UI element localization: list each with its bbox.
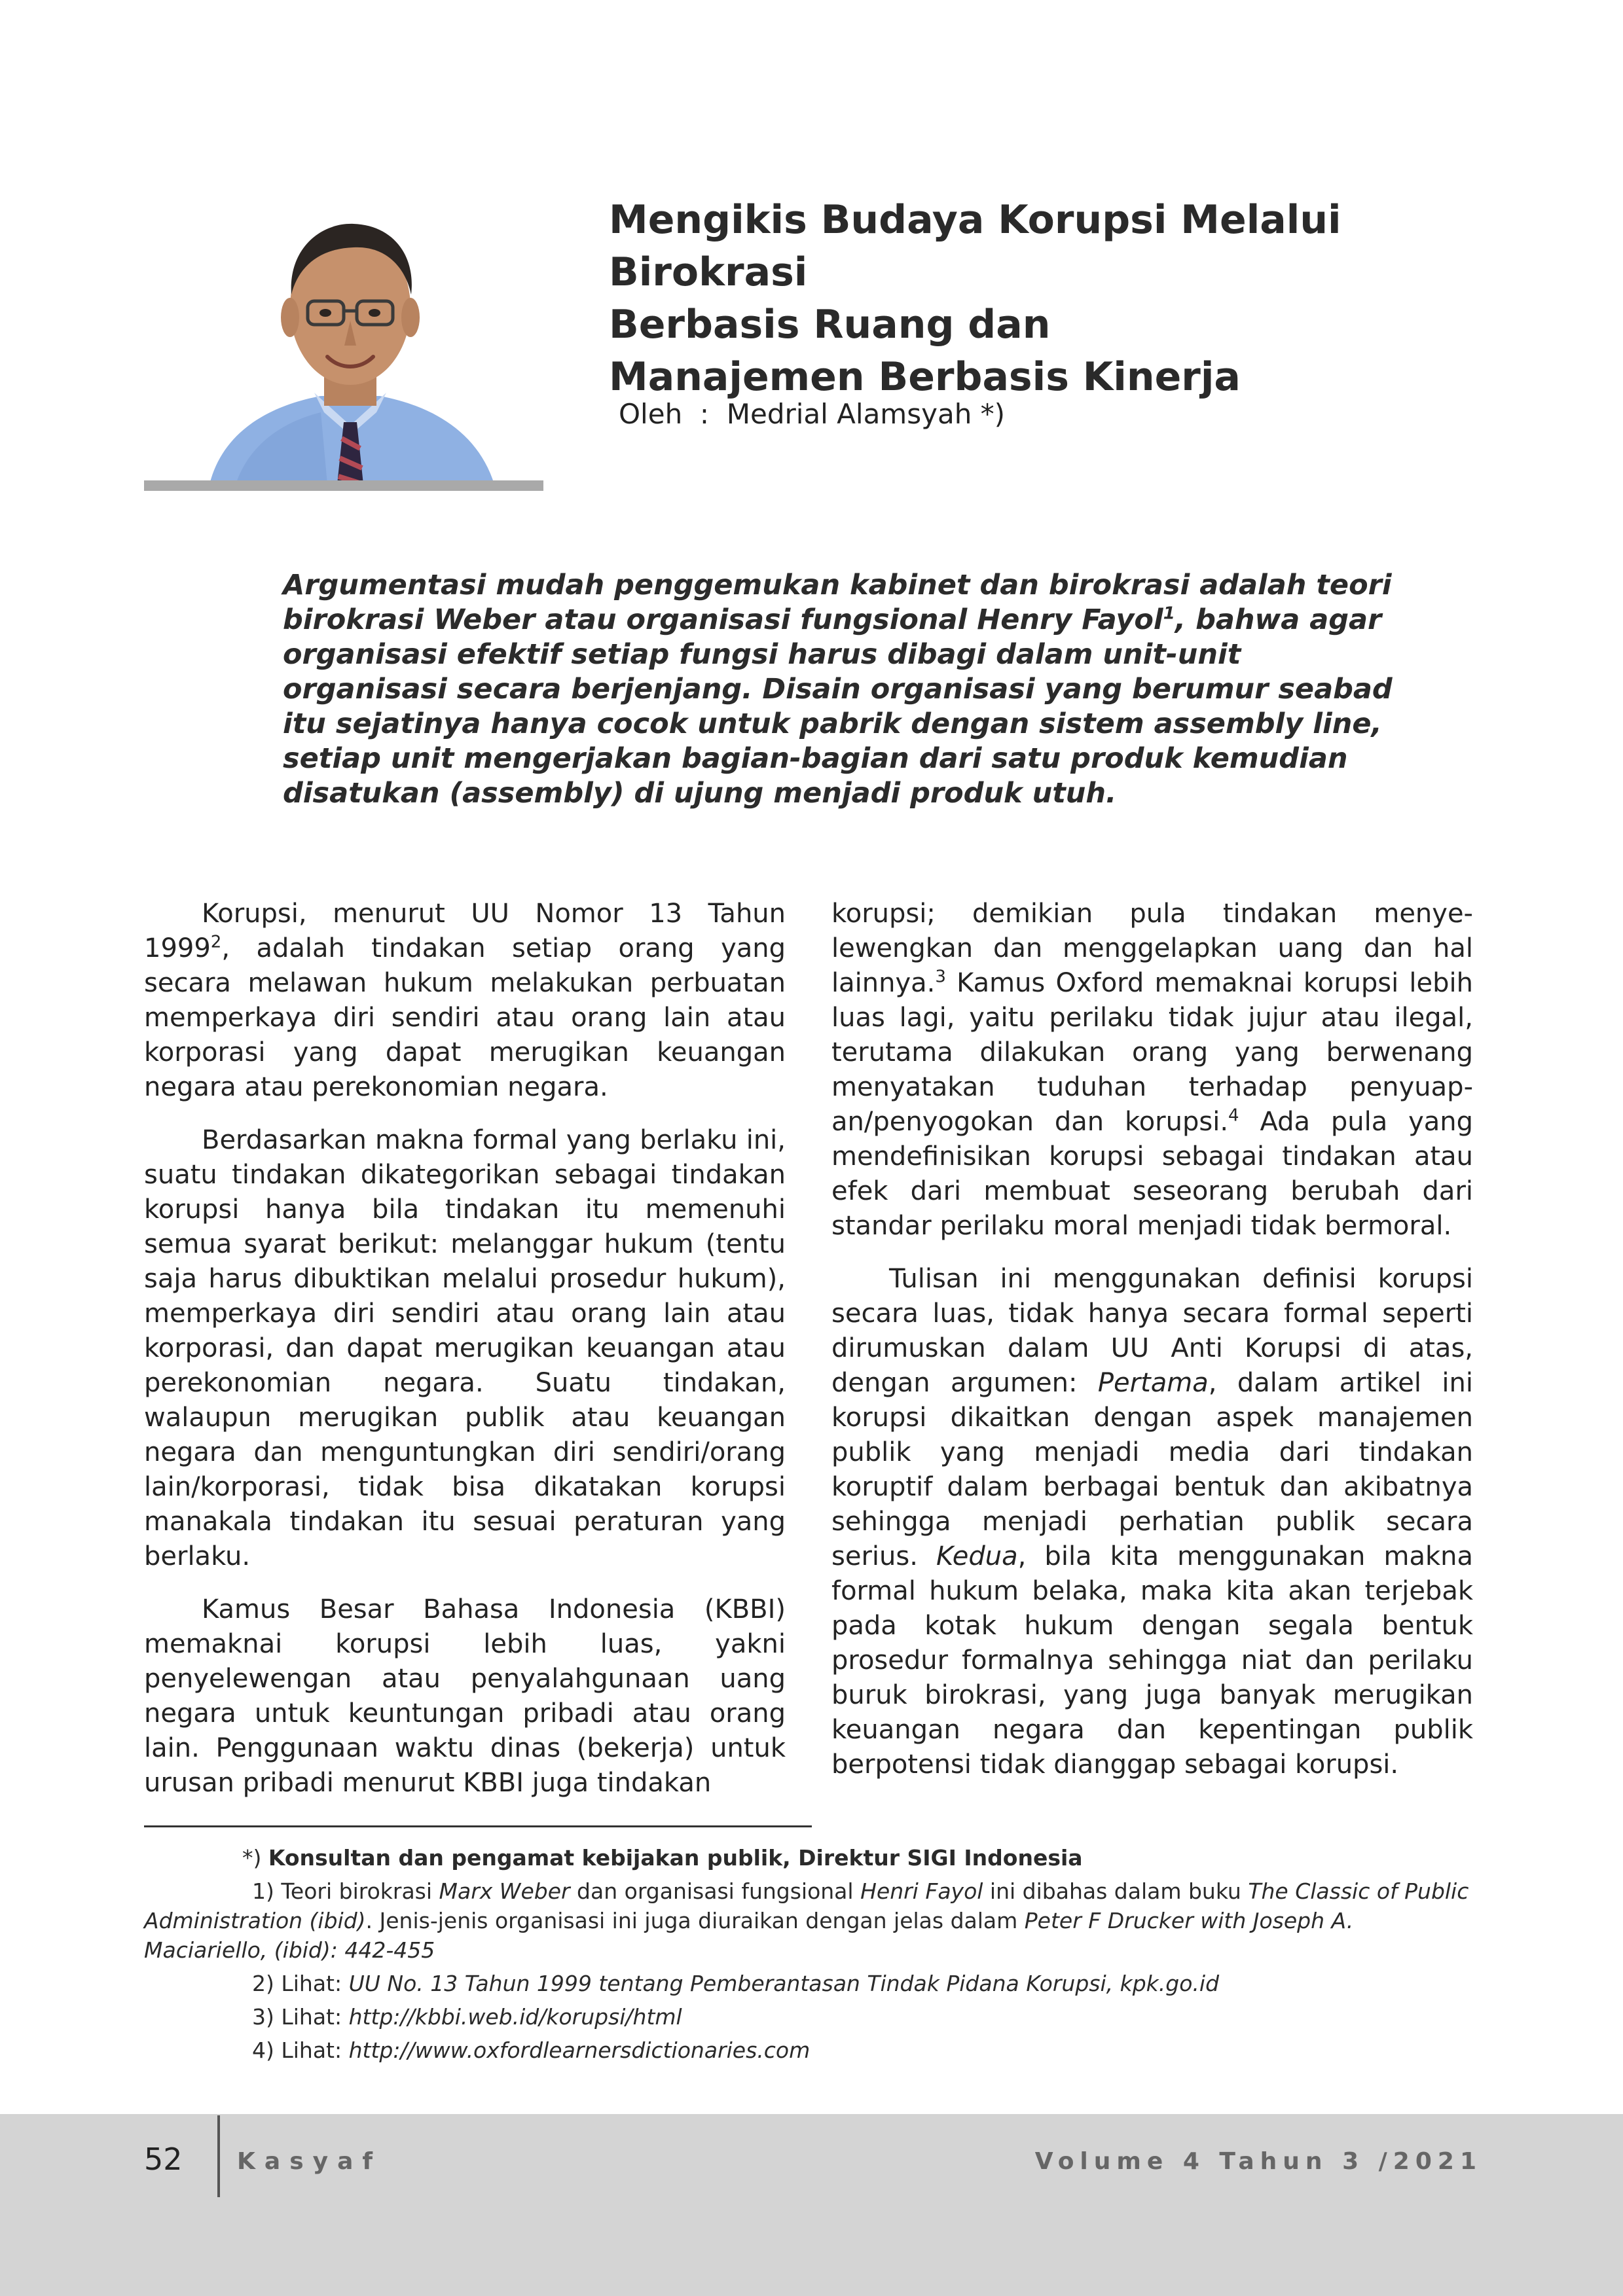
right-paragraph-2 <box>831 1262 1473 1782</box>
footnote-ref-2: 2 <box>210 932 222 952</box>
fn1-c: dan organisasi fungsional <box>570 1878 861 1904</box>
fn1-g: . Jenis-jenis organisasi ini juga diuraikan dengan jelas dalam <box>365 1908 1025 1933</box>
title-line-3: Manajemen Berbasis Kinerja <box>609 354 1241 400</box>
footnote-3 <box>144 2002 1480 2032</box>
footer-divider <box>217 2115 220 2197</box>
journal-name: Kasyaf <box>237 2148 382 2175</box>
fn1-d: Henri Fayol <box>860 1878 983 1904</box>
right-p1-text-c: Ada pula yang mendefinisikan korupsi sebagai tindakan atau efek dari membuat seseorang berubah dari standar perilaku moral menjadi tidak bermoral. <box>831 1107 1473 1241</box>
left-paragraph-2: Berdasarkan makna formal yang berlaku ini, suatu tindakan dikategorikan sebagai tindakan korupsi hanya bila tindakan itu memenuhi semua syarat berikut: melanggar hukum (tentu saja harus dibuktikan melalui prosedur hukum), memperkaya diri sendiri atau orang lain atau korporasi, dan dapat merugikan keuangan atau perekonomian negara. Suatu tindakan, walaupun merugikan publik atau keuangan negara dan menguntungkan diri sendiri/orang lain/korporasi, tidak bisa dikatakan korupsi manakala tindakan itu sesuai peraturan yang berlaku. <box>144 1125 786 1571</box>
footnote-ref-3: 3 <box>935 967 946 987</box>
left-paragraph-1 <box>144 897 786 1105</box>
fn1-f: The Classic of Public Administration (ibid) <box>144 1878 1469 1933</box>
right-p1-text-b: Kamus Oxford memaknai korupsi lebih luas lagi, yaitu perilaku tidak jujur atau ilegal, terutama dilakukan orang yang berwenang menyatakan tuduhan terhadap penyuap-an/penyogokan dan korupsi. <box>831 968 1473 1137</box>
title-line-1: Mengikis Budaya Korupsi Melalui Birokrasi <box>609 197 1341 295</box>
abstract-text-a: Argumentasi mudah penggemukan kabinet dan birokrasi adalah teori birokrasi Weber atau organisasi fungsional Henry Fayol <box>283 569 1392 636</box>
fn4-a: 4) Lihat: <box>252 2037 349 2063</box>
footnote-divider <box>144 1825 812 1827</box>
fn1-b: Marx Weber <box>439 1878 570 1904</box>
left-p1-text-a: Korupsi, menurut UU Nomor 13 Tahun 1999 <box>144 899 786 963</box>
footnote-author-text: Konsultan dan pengamat kebijakan publik, Direktur SIGI Indonesia <box>268 1845 1083 1871</box>
fn2-a: 2) Lihat: <box>252 1971 349 1996</box>
footnote-author <box>144 1843 1480 1873</box>
article-title <box>609 194 1525 403</box>
right-p1-text-a: korupsi; demikian pula tindakan menye-lewengkan dan menggelapkan uang dan hal lainnya. <box>831 899 1473 998</box>
right-p2-kedua: Kedua <box>936 1541 1018 1571</box>
left-p1-text-b: , adalah tindakan setiap orang yang secara melawan hukum melakukan perbuatan memperkaya diri sendiri atau orang lain atau korporasi yang dapat merugikan keuangan negara atau perekonomian negara. <box>144 933 786 1102</box>
left-paragraph-3: Kamus Besar Bahasa Indonesia (KBBI) memaknai korupsi lebih luas, yakni penyelewengan atau penyalahgunaan uang negara untuk keuntungan pribadi atau orang lain. Penggunaan waktu dinas (bekerja) untuk urusan pribadi menurut KBBI juga tindakan <box>144 1594 786 1798</box>
right-p2-pertama: Pertama <box>1097 1368 1209 1398</box>
author-byline: Oleh : Medrial Alamsyah *) <box>619 398 1006 430</box>
page-number: 52 <box>144 2142 183 2177</box>
footnote-ref-1: 1 <box>1163 603 1175 624</box>
right-column <box>831 897 1473 1801</box>
right-p2-text-c: , bila kita menggunakan makna formal hukum belaka, maka kita akan terjebak pada kotak hukum dengan segala bentuk prosedur formalnya sehingga niat dan perilaku buruk birokrasi, yang juga banyak merugikan keuangan negara dan kepentingan publik berpotensi tidak dianggap sebagai korupsi. <box>831 1541 1473 1780</box>
fn1-e: ini dibahas dalam buku <box>983 1878 1249 1904</box>
footnote-author-mark: *) <box>242 1845 268 1871</box>
journal-volume: Volume 4 Tahun 3 /2021 <box>1034 2148 1482 2175</box>
right-p2-text-a: Tulisan ini menggunakan definisi korupsi secara luas, tidak hanya secara formal seperti dirumuskan dalam UU Anti Korupsi di atas, dengan argumen: <box>831 1264 1473 1398</box>
fn2-b: UU No. 13 Tahun 1999 tentang Pemberantasan Tindak Pidana Korupsi, kpk.go.id <box>348 1971 1220 1996</box>
footnote-1 <box>144 1876 1480 1965</box>
footnote-4 <box>144 2036 1480 2065</box>
abstract-text-b: , bahwa agar organisasi efektif setiap fungsi harus dibagi dalam unit-unit organisasi secara berjenjang. Disain organisasi yang berumur seabad itu sejatinya hanya cocok untuk pabrik dengan sistem assembly line, setiap unit mengerjakan bagian-bagian dari satu produk kemudian disatukan (assembly) di ujung menjadi produk utuh. <box>283 603 1393 810</box>
right-p2-text-b: , dalam artikel ini korupsi dikaitkan dengan aspek manajemen publik yang menjadi media dari tindakan koruptif dalam berbagai bentuk dan akibatnya sehingga menjadi perhatian publik secara serius. <box>831 1368 1473 1571</box>
left-column <box>144 897 786 1819</box>
photo-underline-bar <box>144 480 543 491</box>
right-paragraph-1 <box>831 897 1473 1244</box>
fn3-a: 3) Lihat: <box>252 2004 349 2030</box>
fn1-a: 1) Teori birokrasi <box>252 1878 439 1904</box>
page-footer <box>0 2114 1623 2296</box>
footnotes <box>144 1843 1480 2069</box>
fn1-h: Peter F Drucker with Joseph A. Maciariello, (ibid): 442-455 <box>144 1908 1354 1963</box>
footnote-ref-4: 4 <box>1228 1105 1239 1126</box>
footnote-2 <box>144 1969 1480 1998</box>
fn4-link[interactable]: http://www.oxfordlearnersdictionaries.com <box>348 2037 811 2063</box>
title-line-2: Berbasis Ruang dan <box>609 302 1051 348</box>
fn3-link[interactable]: http://kbbi.web.id/korupsi/html <box>348 2004 682 2030</box>
article-abstract <box>283 568 1402 811</box>
author-photo <box>196 196 504 484</box>
